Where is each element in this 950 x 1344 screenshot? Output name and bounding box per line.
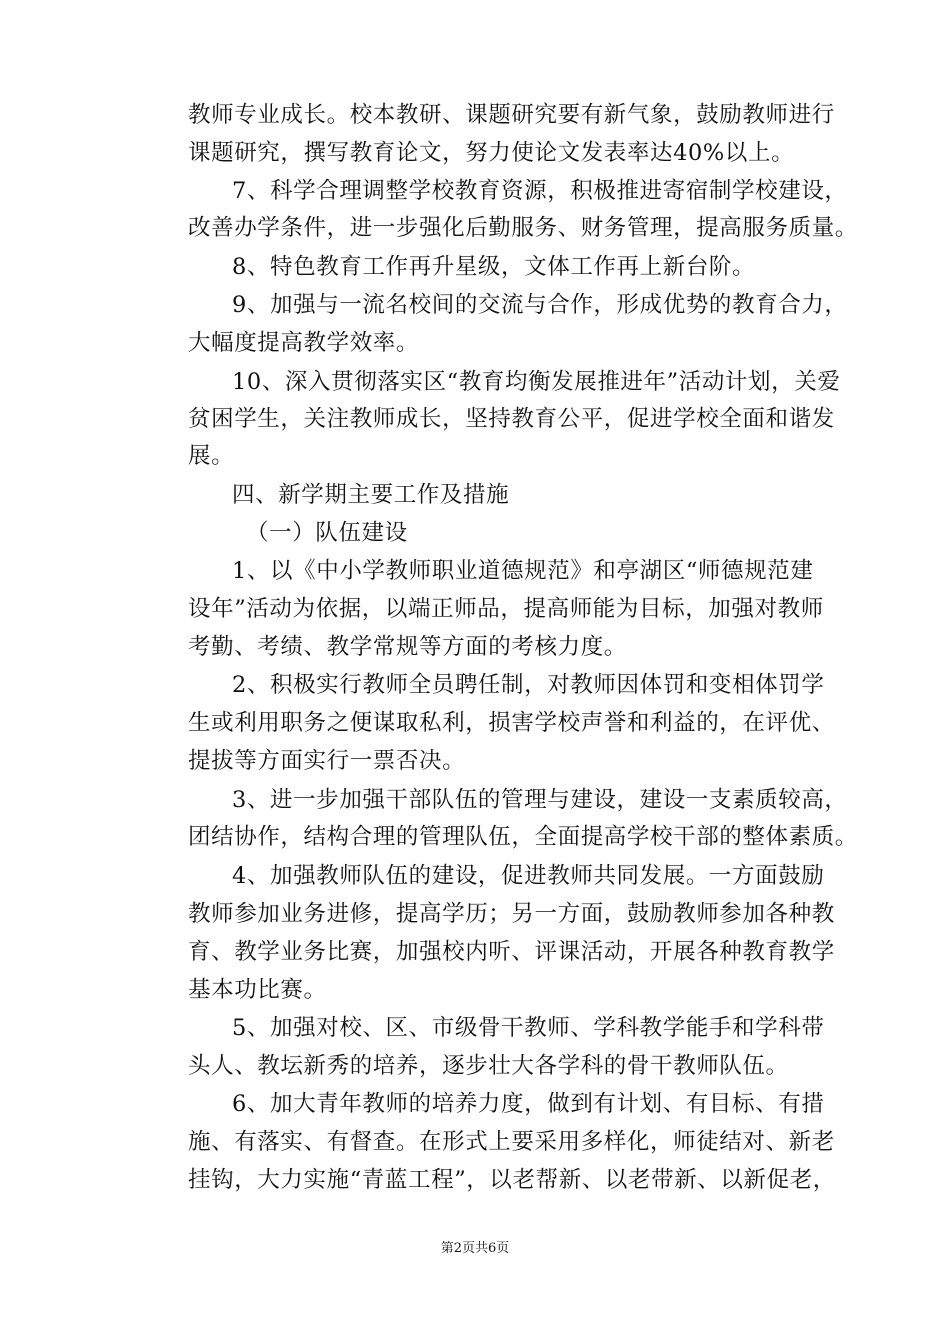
subsection-heading: （一）队伍建设 [246, 520, 408, 546]
text-line: 5、加强对校、区、市级骨干教师、学科教学能手和学科带 [232, 1015, 825, 1041]
text-line: 改善办学条件，进一步强化后勤服务、财务管理，提高服务质量。 [188, 215, 858, 241]
text-line: 1、以《中小学教师职业道德规范》和亭湖区“师德规范建 [232, 558, 814, 584]
text-line: 教师专业成长。校本教研、课题研究要有新气象，鼓励教师进行 [188, 102, 835, 128]
text-line: 团结协作，结构合理的管理队伍，全面提高学校干部的整体素质。 [188, 824, 858, 850]
text-line: 贫困学生，关注教师成长，坚持教育公平，促进学校全面和谐发 [188, 406, 835, 432]
text-line: 课题研究，撰写教育论文，努力使论文发表率达40%以上。 [188, 140, 795, 166]
text-line: 挂钩，大力实施“青蓝工程”，以老帮新、以老带新、以新促老， [188, 1167, 836, 1193]
page-footer: 第2页共6页 [440, 1241, 510, 1256]
text-line: 考勤、考绩、教学常规等方面的考核力度。 [188, 634, 627, 660]
text-line: 7、科学合理调整学校教育资源，积极推进寄宿制学校建设， [232, 178, 848, 204]
text-line: 生或利用职务之便谋取私利，损害学校声誉和利益的，在评优、 [188, 710, 835, 736]
text-line: 教师参加业务进修，提高学历；另一方面，鼓励教师参加各种教 [188, 901, 835, 927]
text-line: 10、深入贯彻落实区“教育均衡发展推进年”活动计划，关爱 [232, 369, 841, 395]
text-line: 3、进一步加强干部队伍的管理与建设，建设一支素质较高， [232, 787, 848, 813]
section-heading: 四、新学期主要工作及措施 [232, 482, 510, 508]
text-line: 育、教学业务比赛，加强校内听、评课活动，开展各种教育教学 [188, 939, 835, 965]
text-line: 设年”活动为依据，以端正师品，提高师能为目标，加强对教师 [188, 596, 824, 622]
text-line: 提拔等方面实行一票否决。 [188, 748, 466, 774]
text-line: 2、积极实行教师全员聘任制，对教师因体罚和变相体罚学 [232, 672, 825, 698]
text-line: 基本功比赛。 [188, 977, 327, 1003]
text-line: 9、加强与一流名校间的交流与合作，形成优势的教育合力， [232, 292, 848, 318]
text-line: 施、有落实、有督查。在形式上要采用多样化，师徒结对、新老 [188, 1129, 835, 1155]
text-line: 头人、教坛新秀的培养，逐步壮大各学科的骨干教师队伍。 [188, 1053, 789, 1079]
text-line: 大幅度提高教学效率。 [188, 330, 420, 356]
text-line: 展。 [188, 443, 235, 469]
text-line: 4、加强教师队伍的建设，促进教师共同发展。一方面鼓励 [232, 863, 825, 889]
text-line: 6、加大青年教师的培养力度，做到有计划、有目标、有措 [232, 1091, 825, 1117]
text-line: 8、特色教育工作再升星级，文体工作再上新台阶。 [232, 254, 756, 280]
